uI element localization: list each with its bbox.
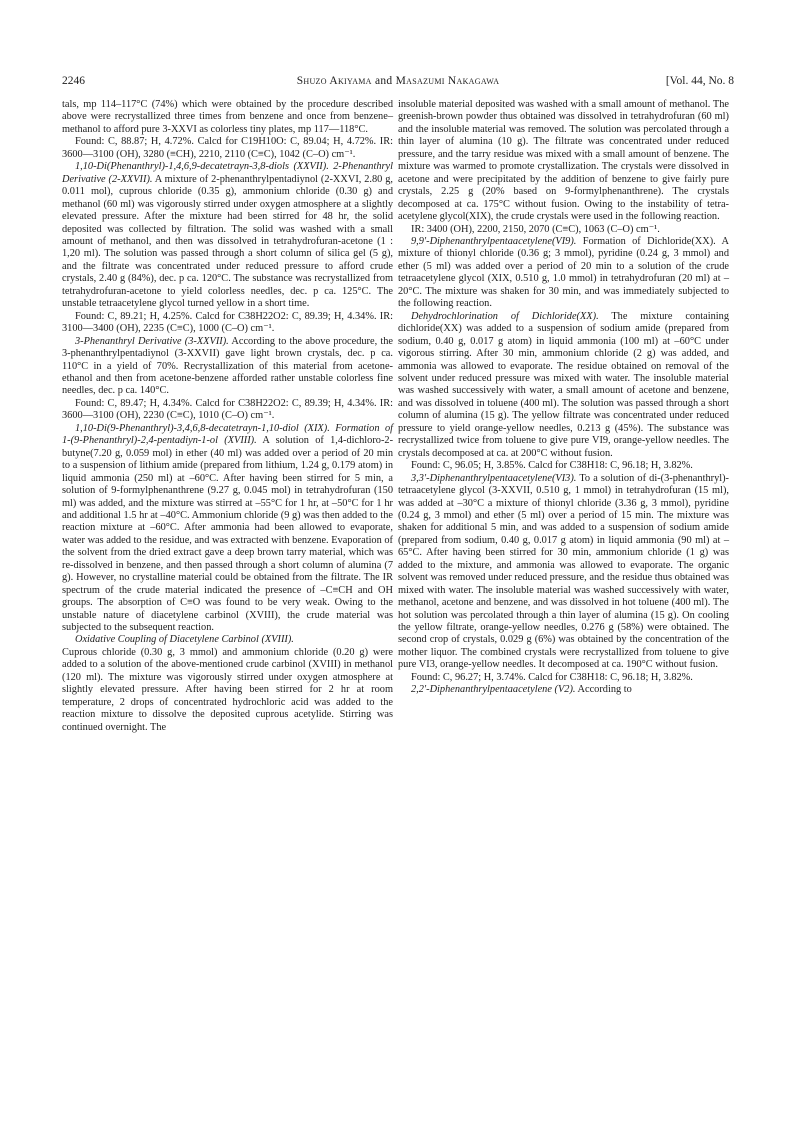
paragraph-text: According to [577,684,632,696]
body-paragraph [62,423,393,635]
paragraph-text: Cuprous chloride (0.30 g, 3 mmol) and ammonium chloride (0.20 g) were added to a solution of the above-mentioned crude carbinol (XVIII) in methanol (120 ml). The mixture was vigorously stirred under oxygen atmosphere at slightly elevated pressure. After having been stirred for 2 hr at room temperature, 2 drops of concentrated hydrochloric acid was added to the reaction mixture to dissolve the deposited cuprous acetylide. Stirring was continued overnight. The [62,646,393,733]
paragraph-text: According to the above procedure, the 3-phenanthrylpentadiynol (3-XXVII) gave light brown crystals, dec. p ca. 110°C in a yield of 70%. Recrystallization of this material from acetone-ethanol and then from acetone-benzene afforded rather unstable colorless fine needles, dec. p ca. 140°C. [62,335,394,397]
body-paragraph [62,161,393,310]
author-name: Masazumi Nakagawa [395,75,500,87]
running-header [62,75,734,93]
paragraph-text: insoluble material deposited was washed with a small amount of methanol. The greenish-brown powder thus obtained was dissolved in tetrahydrofuran (60 ml) and the insoluble material was removed. The solution was percolated through a thin layer of alumina (10 g). The filtrate was concentrated under reduced pressure, and the tarry residue was mixed with a small amount of benzene. The mixture was warmed to promote crystallization. The crystals were dissolved in acetone and were precipitated by the addition of benzene to give fairly pure crystals, 2.25 g (20% based on 9-formylphenanthrene). The crystals decomposed at ca. 175°C without fusion. Owing to the instability of tetra-acetylene glycol(XIX), the crude crystals were used in the following reaction. [398,99,729,223]
paragraph-text: The mixture containing dichloride(XX) was added to a suspension of sodium amide (prepared from sodium, 0.40 g, 0.017 g atom) in liquid ammonia (100 ml) at –60°C under vigorous stirring. After 30 min, ammonium chloride (2 g) was added, and ammonia was allowed to evaporate. The residue obtained on removal of the solvent under reduced pressure was mixed with water. The insoluble material was washed successively with water, a small amount of acetone and benzene, and was dissolved in toluene (400 ml). The solution was passed through a short column of alumina (15 g). The yellow filtrate was concentrated under reduced pressure to yield orange-yellow needles, 0.213 g (45%). The substance was recrystallized twice from toluene to give pure VI9, orange-yellow needles. The crystals decomposed at ca. at 200°C without fusion. [398,310,729,459]
section-heading: 9,9'-Diphenanthrylpentaacetylene(VI9). [411,235,577,247]
body-paragraph [398,311,729,460]
body-paragraph [398,236,729,311]
body-paragraph [398,99,729,224]
body-paragraph [398,224,729,236]
running-title-authors [62,75,734,87]
paragraph-text: Formation of Dichloride(XX). A mixture of thionyl chloride (0.36 g; 3 mmol), pyridine (0.24 g, 3 mmol) and ether (5 ml) was added over a period of 20 min to a solution of the crude tetraacetylene glycol (XIX, 0.510 g, 1.0 mmol) in tetrahydrofuran (20 ml) at –20°C. The mixture was shaken for 30 min, and was immediately subjected to the following reaction. [398,235,729,310]
body-paragraph [398,672,729,684]
body-paragraph [62,99,393,136]
body-paragraph [398,460,729,472]
body-paragraph [62,311,393,336]
body-paragraph [62,398,393,423]
paragraph-text: IR: 3400 (OH), 2200, 2150, 2070 (C≡C), 1063 (C–O) cm⁻¹. [411,223,660,235]
paragraph-text: A mixture of 2-phenanthrylpentadiynol (2-XXVI, 2.80 g, 0.011 mol), cuprous chloride (0.35 g), ammonium chloride (0.30 g) and methanol (60 ml) was vigorously stirred under oxygen atmosphere at a slightly elevated pressure. After the mixture had been stirred for 48 hr, the solid deposited was collected by filtration. The solid was washed with a small amount of methanol, and then was dissolved in tetrahydrofuran-acetone (1 : 1,20 ml). The solution was passed through a short column of silica gel (5 g), and the filtrate was concentrated under reduced pressure to afford crude crystals, 2.40 g (84%), dec. p ca. 120°C. The substance was recrystallized from tetrahydrofuran-acetone to yield colorless needles, dec. p ca. 125°C. The unstable tetraacetylene glycol turned yellow in a short time. [62,173,393,310]
section-heading: Dehydrochlorination of Dichloride(XX). [411,310,599,322]
paragraph-text: Found: C, 89.47; H, 4.34%. Calcd for C38H22O2: C, 89.39; H, 4.34%. IR: 3600—3100 (OH), 2230 (C≡C), 1010 (C–O) cm⁻¹. [62,397,393,422]
section-heading: 2,2'-Diphenanthrylpentaacetylene (V2). [411,684,576,696]
section-heading: 1,10-Di(Phenanthryl)-1,4,6,9-decatetrayn-3,8-diols (XXVII). 2-Phenanthryl Derivative (2-XXVII). [62,161,393,185]
body-paragraph [398,473,729,672]
section-heading: Oxidative Coupling of Diacetylene Carbinol (XVIII). [75,634,294,646]
body-paragraph [62,647,393,734]
body-paragraph [62,634,393,646]
paragraph-text: Found: C, 96.05; H, 3.85%. Calcd for C38H18: C, 96.18; H, 3.82%. [411,460,693,472]
section-heading: 1,10-Di(9-Phenanthryl)-3,4,6,8-decatetrayn-1,10-diol (XIX). Formation of 1-(9-Phenanthryl)-2,4-pentadiyn-1-ol (XVIII). [62,422,393,447]
author-conjunction: and [374,75,393,87]
paragraph-text: Found: C, 89.21; H, 4.25%. Calcd for C38H22O2: C, 89.39; H, 4.34%. IR: 3100—3400 (OH), 2235 (C≡C), 1000 (C–O) cm⁻¹. [62,310,393,335]
section-heading: 3-Phenanthryl Derivative (3-XXVII). [75,335,229,347]
paragraph-text: Found: C, 88.87; H, 4.72%. Calcd for C19H10O: C, 89.04; H, 4.72%. IR: 3600—3100 (OH), 3280 (≡CH), 2210, 2110 (C≡C), 1042 (C–O) cm⁻¹. [62,136,393,160]
section-heading: 3,3'-Diphenanthrylpentaacetylene(VI3). [411,472,577,484]
body-paragraph [62,336,393,398]
journal-volume: [Vol. 44, No. 8 [665,75,734,87]
right-text-column [398,99,729,697]
paragraph-text: To a solution of di-(3-phenanthryl)-tetraacetylene glycol (3-XXVII, 0.510 g, 1 mmol) in tetrahydrofuran (15 ml), was added at –30°C a mixture of thionyl chloride (3.36 g, 3 mmol), pyridine (0.24 g, 3 mmol) and ether (5 ml) over a period of 15 min. The mixture was shaken for additional 5 min, and was added to a suspension of sodium amide (prepared from sodium, 0.40 g, 0.017 g atom) in liquid ammonia (90 ml) at –65°C. After having been stirred for 30 min, ammonium chloride (1 g) was added to the mixture, and ammonia was allowed to evaporate. The organic solvent was removed under reduced pressure, and the residue thus obtained was mixed with water. The insoluble material was washed successively with water, methanol, acetone and benzene, and was dissolved in hot toluene (400 ml). The hot solution was percolated through a thin layer of alumina (15 g). On cooling the yellow filtrate, orange-yellow needles, 0.276 g (58%) were obtained. The second crop of crystals, 0.029 g (6%) was obtained by the concentration of the mother liquor. The combined crystals were recrystallized from toluene to give pure VI3, orange-yellow needles. It decomposed at ca. 190°C without fusion. [398,472,729,671]
author-name: Shuzo Akiyama [296,75,372,87]
paragraph-text: A solution of 1,4-dichloro-2-butyne(7.20 g, 0.059 mol) in ether (40 ml) was added over a period of 20 min to a suspension of lithium amide (prepared from lithium, 1.24 g, 0.179 atom) in liquid ammonia (250 ml) at –60°C. After having been stirred for 5 min, a solution of 9-formylphenanthrene (9.27 g, 0.045 mol) in tetrahydrofuran (150 ml) was added, and the mixture was stirred at –55°C for 1 hr, at –50°C for 1 hr and additional 1.5 hr at –40°C. Ammonium chloride (9 g) was then added to the reaction mixture at –60°C. After ammonia had been allowed to evaporate, water was added to the residue, and was extracted with benzene. Evaporation of the solvent from the dried extract gave a deep brown tarry material, which was re-dissolved in benzene, and then passed through a short column of alumina (7 g). However, no crystalline material could be obtained from the filtrate. The IR spectrum of the crude material indicated the presence of –C≡CH and OH groups. The absorption of C≡O was found to be very weak. Owing to the unstable nature of diacetylene carbinol (XVIII), the crude material was subjected to the subsequent reaction. [62,435,394,634]
paragraph-text: Found: C, 96.27; H, 3.74%. Calcd for C38H18: C, 96.18; H, 3.82%. [411,671,693,683]
paragraph-text: tals, mp 114–117°C (74%) which were obtained by the procedure described above were recrystallized three times from benzene and once from benzene–methanol to afford pure 3-XXVI as colorless tiny plates, mp 117—118°C. [62,99,393,135]
page-number: 2246 [62,75,85,87]
left-text-column [62,99,393,734]
body-paragraph [62,136,393,161]
body-paragraph [398,684,729,696]
